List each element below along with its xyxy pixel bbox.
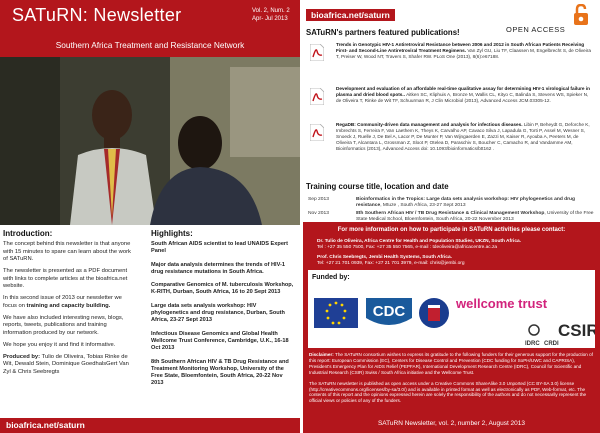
introduction-heading: Introduction: — [3, 229, 53, 238]
publication-item[interactable] — [308, 122, 596, 178]
training-title[interactable]: Bioinformatics in the Tropics: Large data sets analysis workshop: HIV phylogenetics and drug resistance — [356, 197, 576, 208]
highlights-list — [151, 241, 295, 394]
idrc-logo — [525, 325, 559, 347]
highlights-heading: Highlights: — [151, 229, 193, 238]
contact-name: Prof. Chris Seebregts, Jembi Health Systems, South Africa. — [317, 255, 452, 260]
highlight-link[interactable]: South African AIDS scientist to lead UNAIDS Expert Panel — [151, 241, 288, 255]
disclaimer-body: The SATuRN consortium wishes to express its gratitude to the following funders for their generous support for the production of this report: European Commission (EC), Centers for Disease Control and Prevention (CDC funding for SoPH/UWC and CAPRISA), President's Emergency Plan for AIDS Relief (PEPFAR), International Development Research Centre (IDRC), Council for Scientific and Industrial Research (CSIR) Swiss / South Africa initiative and the Wellcome Trust. — [309, 352, 593, 375]
training-date: Nov 2013 — [308, 211, 329, 216]
introduction-text — [3, 241, 137, 381]
highlight-item[interactable] — [151, 303, 295, 325]
contact-name: Dr. Tulio de Oliveira, Africa Centre for Health and Population Studies, UKZN, South Africa. — [317, 239, 521, 244]
highlight-link[interactable]: Large data sets analysis workshop: HIV phylogenetics and drug resistance, Durban, South Africa, 23-27 Sept 2013 — [151, 302, 285, 324]
intro-credits — [3, 354, 137, 377]
funders-box — [308, 270, 595, 348]
highlight-link[interactable]: Comparative Genomics of M. tuberculosis Workshop, K-RITH, Durban, South Africa, 16 to 20 Sept 2013 — [151, 282, 294, 296]
newsletter-subtitle: Southern Africa Treatment and Resistance Network — [55, 40, 245, 50]
intro-paragraph: We hope you enjoy it and find it informative. — [3, 341, 116, 348]
volume-period: Apr- Jul 2013 — [252, 16, 288, 22]
license-paragraph: The SATuRN newsletter is published as open access under a Creative Commons ShareAlike 3.0 Unported (CC BY-SA 3.0) license (http://creativecommons.org/licenses/by-sa/3.0/) and is available in printed format as well as electronically as PDF, Web-format, etc. The contents of this report and the opinions expressed herein are solely the responsibility of the authors and do not necessarily represent the official views or policies of any of the funders. — [309, 380, 587, 404]
intro-paragraph — [3, 295, 137, 310]
contact-block — [317, 255, 597, 267]
pdf-icon[interactable] — [310, 124, 324, 141]
newsletter-header — [0, 0, 300, 57]
publication-text — [336, 122, 594, 152]
idrc-text: IDRC — [525, 341, 540, 347]
publication-citation: Van Zyl GU, Liu TF, Claassen M, Engelbrecht S, de Oliveira T, Preiser W, Wood NT, Travers S, Shafer RW. PLoS One (2013), 8(6):e67188. — [336, 48, 591, 59]
training-heading: Training course title, location and date — [306, 182, 449, 191]
cdc-logo-text: CDC — [372, 303, 406, 320]
highlight-link[interactable]: Major data analysis determines the trends of HIV-1 drug resistance mutations in South Africa. — [151, 261, 285, 275]
training-date: Sep 2013 — [308, 197, 329, 202]
eu-flag-logo — [314, 298, 358, 328]
wellcome-trust-text: wellcome trust — [456, 296, 548, 311]
open-access-icon — [504, 4, 596, 26]
training-details: , University of the Free State Medical School, Bloemfontein, South Africa, 20-22 November 2013 — [356, 211, 594, 222]
intro-paragraph: The newsletter is presented as a PDF document with links to complete articles at the bioafrica.net website. — [3, 268, 128, 289]
training-title[interactable]: 8th Southern African HIV / TB Drug Resistance & Clinical Management Workshop — [356, 211, 545, 216]
cover-photo-illustration — [0, 57, 300, 225]
highlight-item[interactable] — [151, 262, 295, 277]
publication-title[interactable]: Trends in Genotypic HIV-1 Antiretroviral Resistance between 2006 and 2012 in South African Patients Receiving First- and Second-Line Antiretroviral Treatment Regimens. — [336, 42, 585, 53]
intro-text: In this second issue of 2013 our newsletter we focus on — [3, 295, 122, 309]
pdf-icon[interactable] — [310, 44, 324, 61]
publication-text — [336, 86, 594, 104]
highlight-item[interactable] — [151, 241, 295, 256]
highlight-item[interactable] — [151, 359, 295, 388]
pepfar-logo — [419, 298, 449, 328]
intro-paragraph: We have also included interesting news, blogs, reports, tweets, publications and training information produced by our network. — [3, 314, 124, 336]
highlight-link[interactable]: 8th Southern African HIV & TB Drug Resistance and Treatment Monitoring Workshop, University of the Free State, Bloemfontein, South Africa, 20-22 Nov 2013 — [151, 358, 289, 387]
intro-paragraph: The concept behind this newsletter is that anyone with 15 minutes to spare can learn about the work of SATuRN. — [3, 241, 131, 262]
publication-title[interactable]: RegaDB: Community-driven data management and analysis for infectious diseases. — [336, 122, 523, 127]
csir-logo — [558, 321, 595, 340]
publication-title[interactable]: Development and evaluation of an affordable real-time qualitative assay for determining HIV-1 virological failure in plasma and dried blood spots.. — [336, 86, 590, 97]
highlight-link[interactable]: Infectious Disease Genomics and Global Health Wellcome Trust Conference, Cambridge, U.K., 16-18 Oct 2013 — [151, 330, 289, 352]
wellcome-trust-logo — [455, 296, 548, 311]
contact-block — [317, 239, 597, 251]
intro-emphasis: training and capacity building. — [26, 302, 111, 309]
info-heading: For more information on how to participate in SATuRN activities please contact: — [337, 227, 566, 233]
highlight-item[interactable] — [151, 331, 295, 353]
publication-citation: Libin P, Beheydt G, Deforche K, Imbrechts S, Ferreira F, Van Laethem K, Theys K, Carvalho AP, Cavaco Silva J, Lapadula G, Torti P, Assel M, Wesner S, Snoeck J, Ruelle J, De Bel A, Lacor P, De Munter P, Van Wijngaerden E, Zazzi M, Kaiser R, Ayouba A, Peeters M, de Oliveira T, Alcantara L, Grossman Z, Sloot P, Otelea D, Paraschiv S, Boucher C, Camacho R, and Vandamme AM, Bioinformatics (2013), Advanced Access doi: 10.1093/bioinformatics/btt162 . — [336, 122, 590, 151]
contact-details[interactable]: Tel: +27 21 701 0939, Fax: +27 21 701 3979, e-mail: chris@jembi.org — [317, 261, 465, 266]
funder-logos — [308, 270, 595, 348]
website-link[interactable]: bioafrica.net/saturn — [306, 9, 395, 21]
open-access-label: OPEN ACCESS — [506, 25, 566, 34]
highlight-item[interactable] — [151, 282, 295, 297]
publications-heading: SATuRN's partners featured publications! — [306, 28, 460, 37]
footer-url-link[interactable]: bioafrica.net/saturn — [6, 420, 85, 430]
crdi-text: CRDI — [544, 341, 559, 347]
training-description — [356, 197, 596, 209]
newsletter-title: SATuRN: Newsletter — [12, 5, 182, 25]
pdf-icon[interactable] — [310, 88, 324, 105]
disclaimer-text — [309, 352, 595, 409]
left-footer — [0, 418, 300, 433]
publication-item[interactable] — [308, 42, 596, 82]
right-footer: SATuRN Newsletter, vol. 2, number 2, August 2013 — [377, 420, 526, 427]
volume-info — [252, 7, 298, 23]
publication-citation: Aitken SC, Kliphuis A, Bronze M, Wallis CL, Kityo C, Balinda S, Stevens WS, Spieker N, de Oliveira T, Rinke de Wit TF, Schuurman R, J Clin Microbiol (2013), Advanced Access JCM.03305-12. — [336, 92, 589, 103]
cdc-logo — [366, 298, 412, 325]
csir-text: CSIR — [558, 321, 595, 340]
disclaimer-paragraph — [309, 352, 595, 376]
produced-by-label: Produced by: — [3, 353, 42, 360]
publication-item[interactable] — [308, 86, 596, 118]
contact-details[interactable]: Tel : +27 35 550 7500, Fax: +27 35 550 7565, e-mail : tdeoliveira@africacentre.ac.za — [317, 245, 498, 250]
cover-photo — [0, 57, 300, 225]
publication-text — [336, 42, 594, 60]
training-details: , Mtuze , South Africa, 23-27 Sept 2013 — [380, 203, 466, 208]
producers: Tulio de Oliveira, Tobias Rinke de Wit, Dewald Stein, Dominique GoedhalsGert Van Zyl & Chris Seebregts — [3, 353, 129, 375]
funded-by-heading: Funded by: — [312, 274, 350, 281]
volume-number: Vol. 2, Num. 2 — [252, 8, 290, 14]
disclaimer-label: Disclaimer: — [309, 352, 336, 357]
